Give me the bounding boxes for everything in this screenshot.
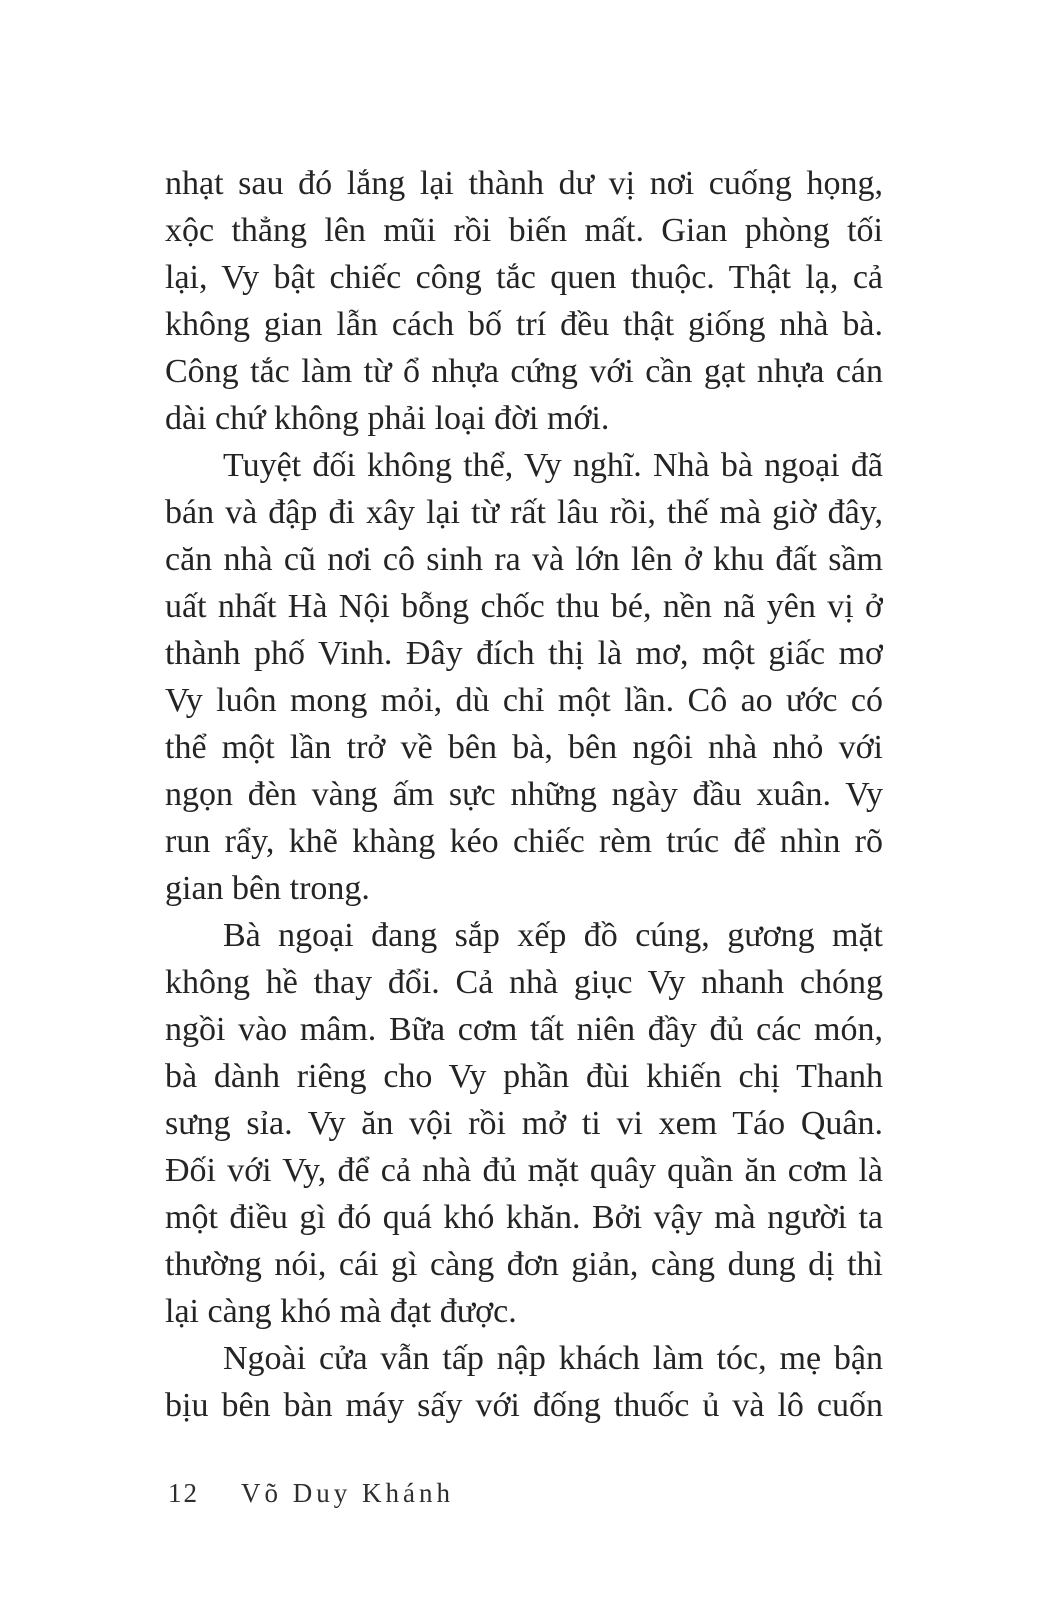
text-line: không hề thay đổi. Cả nhà giục Vy nhanh chóng [165,964,883,1001]
text-line: không gian lẫn cách bố trí đều thật giống nhà bà. [165,306,883,343]
text-line: ngọn đèn vàng ấm sực những ngày đầu xuân. Vy [165,776,883,813]
text-line: Vy luôn mong mỏi, dù chỉ một lần. Cô ao ước có [165,682,883,719]
author-name: Võ Duy Khánh [241,1478,454,1508]
text-line: gian bên trong. [165,870,370,907]
text-line: Bà ngoại đang sắp xếp đồ cúng, gương mặt [223,917,883,954]
text-line: dài chứ không phải loại đời mới. [165,400,610,437]
text-line: Đối với Vy, để cả nhà đủ mặt quây quần ăn cơm là [165,1152,883,1189]
page-number: 12 [168,1478,199,1508]
text-line: Công tắc làm từ ổ nhựa cứng với cần gạt nhựa cán [165,353,883,390]
text-line: lại, Vy bật chiếc công tắc quen thuộc. Thật lạ, cả [165,259,883,296]
text-line: Tuyệt đối không thể, Vy nghĩ. Nhà bà ngoại đã [223,447,883,484]
text-line: lại càng khó mà đạt được. [165,1293,517,1330]
paragraph [165,160,883,442]
paragraph [165,912,883,1335]
text-line: ngồi vào mâm. Bữa cơm tất niên đầy đủ các món, [165,1011,883,1048]
text-line: run rẩy, khẽ khàng kéo chiếc rèm trúc để nhìn rõ [165,823,883,860]
text-line: bịu bên bàn máy sấy với đống thuốc ủ và lô cuốn [165,1387,883,1424]
text-line: bán và đập đi xây lại từ rất lâu rồi, thế mà giờ đây, [165,494,883,531]
text-line: bà dành riêng cho Vy phần đùi khiến chị Thanh [165,1058,883,1095]
paragraph [165,442,883,912]
text-line: thể một lần trở về bên bà, bên ngôi nhà nhỏ với [165,729,883,766]
body-text [165,160,883,1429]
text-line: nhạt sau đó lắng lại thành dư vị nơi cuống họng, [165,165,883,202]
text-line: thường nói, cái gì càng đơn giản, càng dung dị thì [165,1246,883,1283]
text-line: thành phố Vinh. Đây đích thị là mơ, một giấc mơ [165,635,883,672]
text-line: một điều gì đó quá khó khăn. Bởi vậy mà người ta [165,1199,883,1236]
text-line: xộc thẳng lên mũi rồi biến mất. Gian phòng tối [165,212,883,249]
paragraph [165,1335,883,1429]
text-line: Ngoài cửa vẫn tấp nập khách làm tóc, mẹ bận [223,1340,883,1377]
page-footer [168,1478,454,1509]
text-line: sưng sỉa. Vy ăn vội rồi mở ti vi xem Táo Quân. [165,1105,883,1142]
text-line: uất nhất Hà Nội bỗng chốc thu bé, nền nã yên vị ở [165,588,883,625]
text-line: căn nhà cũ nơi cô sinh ra và lớn lên ở khu đất sầm [165,541,883,578]
